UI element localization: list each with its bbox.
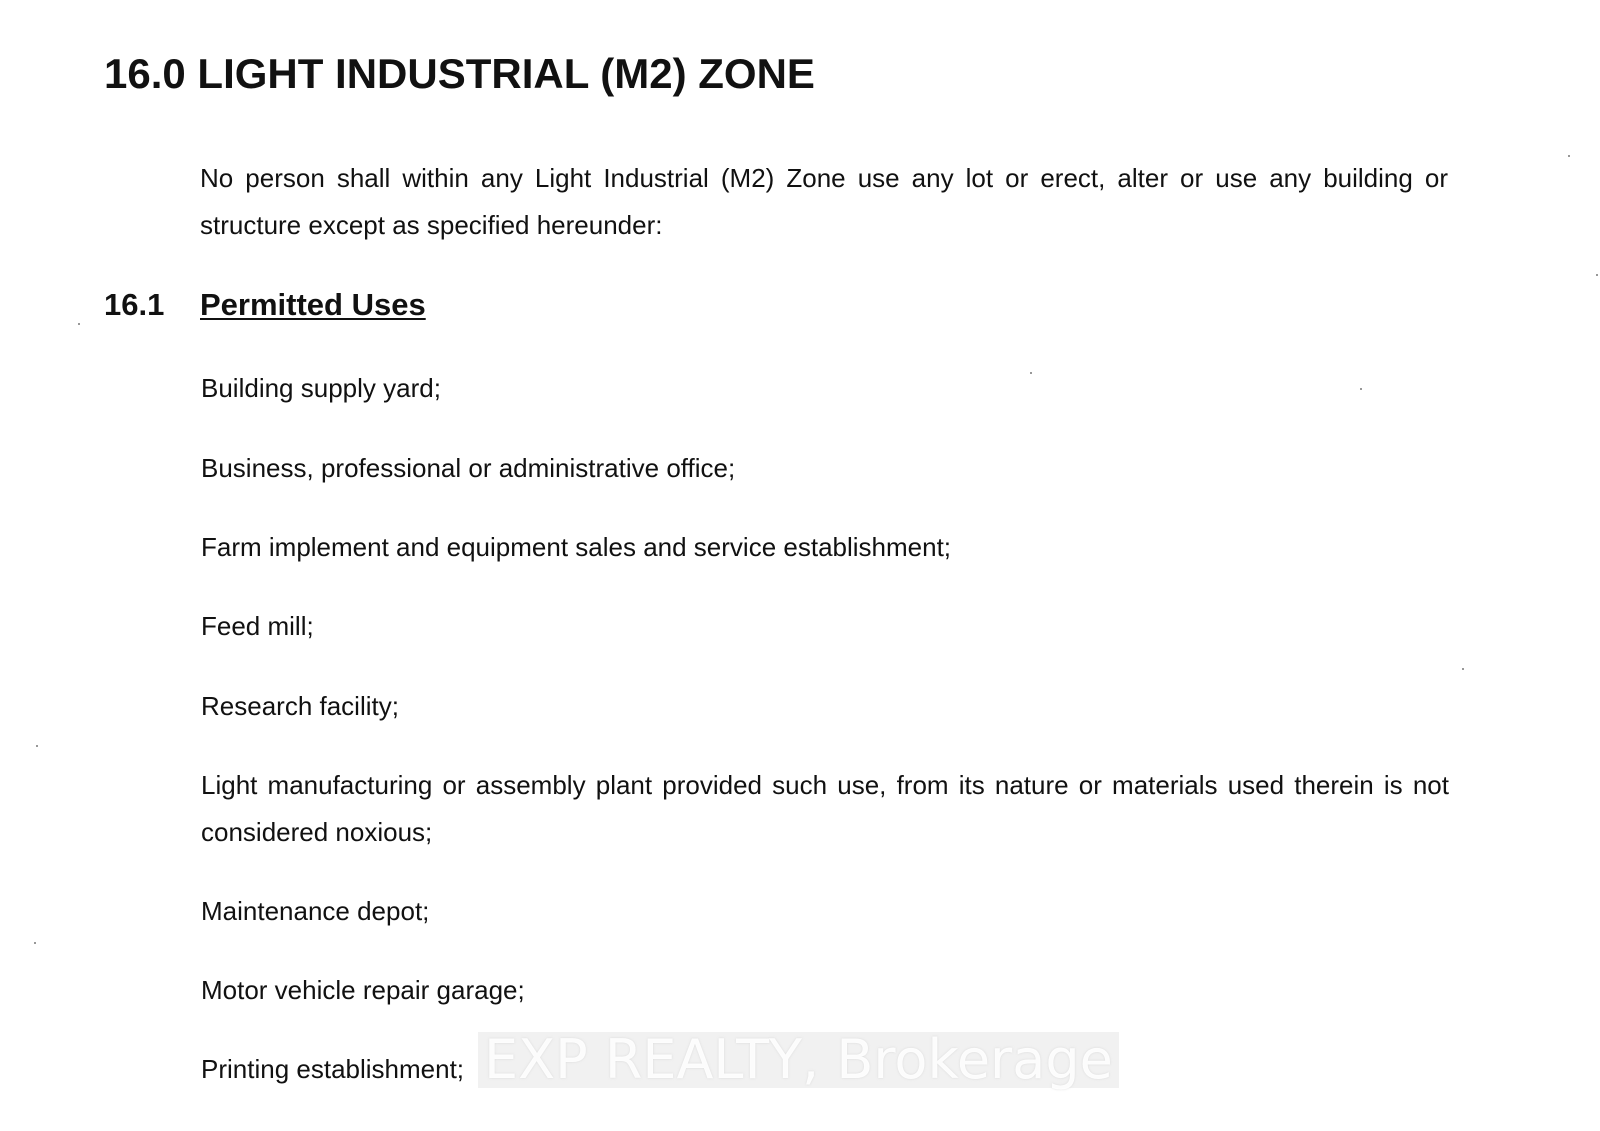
list-item: Business, professional or administrative office; [201, 453, 736, 483]
list-item: Light manufacturing or assembly plant provided such use, from its nature or materials used therein is not considered noxious; [201, 770, 1449, 847]
section-title: Permitted Uses [200, 287, 426, 322]
list-item: Printing establishment; [201, 1054, 465, 1084]
scan-speck [1462, 668, 1464, 670]
scan-speck [1568, 155, 1570, 157]
scan-speck [1360, 388, 1362, 390]
section-number: 16.1 [104, 287, 165, 322]
brokerage-watermark: EXP REALTY, Brokerage [478, 1032, 1119, 1088]
scan-speck [1030, 372, 1032, 374]
scan-speck [78, 323, 80, 325]
intro-paragraph: No person shall within any Light Industrial (M2) Zone use any lot or erect, alter or use any building or structure except as specified hereunder: [200, 163, 1448, 240]
list-item: Research facility; [201, 691, 399, 721]
list-item: Farm implement and equipment sales and service establishment; [201, 532, 952, 562]
list-item: Maintenance depot; [201, 896, 430, 926]
scan-speck [36, 745, 38, 747]
zone-title: 16.0 LIGHT INDUSTRIAL (M2) ZONE [104, 50, 815, 97]
scan-speck [1596, 274, 1598, 276]
list-item: Building supply yard; [201, 373, 441, 403]
list-item: Motor vehicle repair garage; [201, 975, 525, 1005]
scan-speck [34, 942, 36, 944]
list-item: Feed mill; [201, 611, 314, 641]
